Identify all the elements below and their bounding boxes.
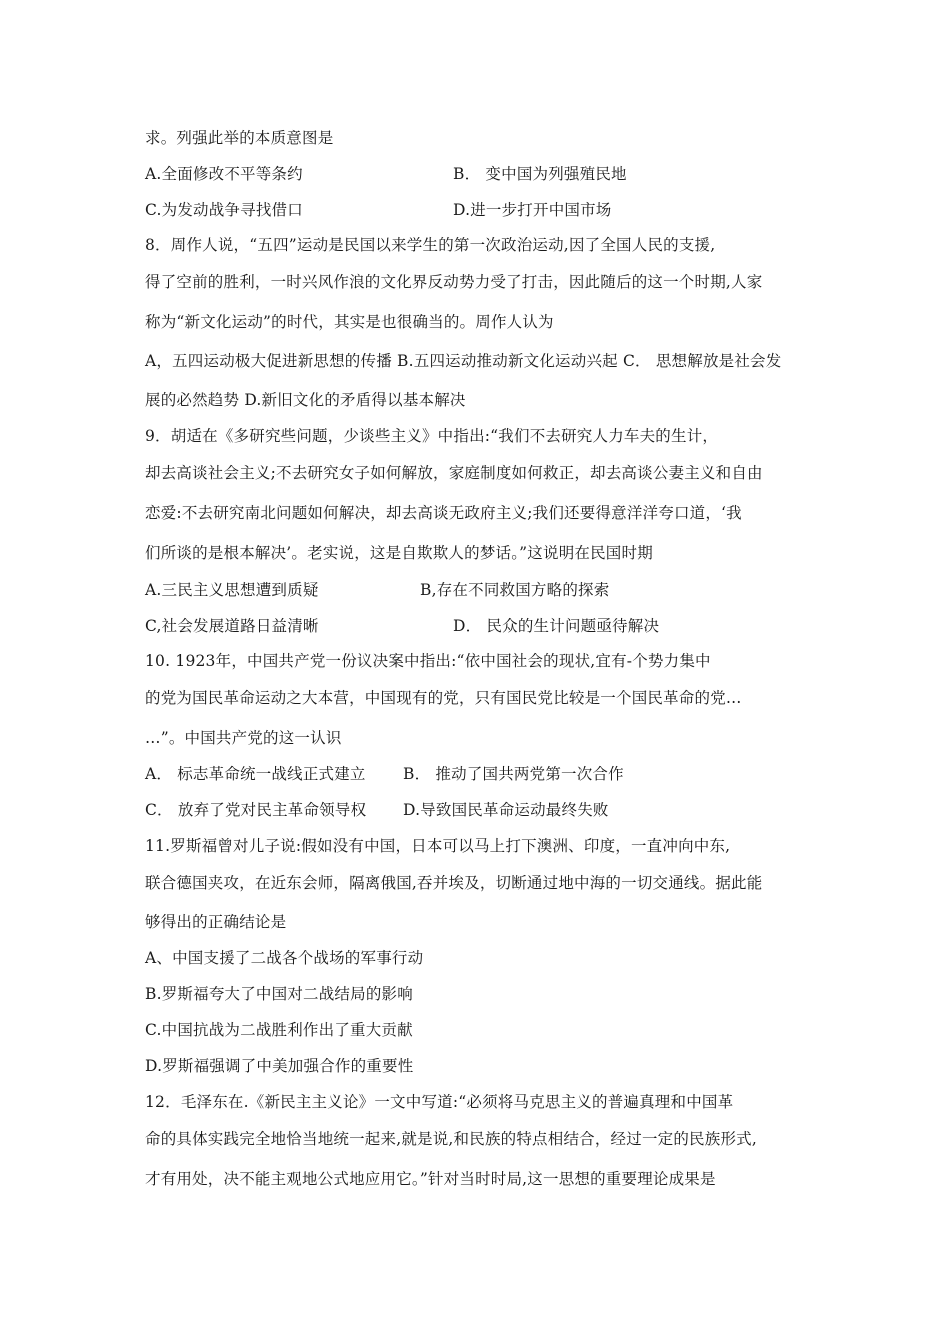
q10-stem-line-2: 的党为国民革命运动之大本营，中国现有的党，只有国民党比较是一个国民革命的党… — [145, 689, 742, 707]
q10-option-c: C． 放弃了党对民主革命领导权 — [145, 801, 367, 819]
q11-option-c: C.中国抗战为二战胜利作出了重大贡献 — [145, 1021, 413, 1039]
q12-stem-line-3: 才有用处，决不能主观地公式地应用它。”针对当时时局,这一思想的重要理论成果是 — [145, 1170, 716, 1188]
q7-option-c: C.为发动战争寻找借口 — [145, 201, 303, 219]
q9-option-c: C,社会发展道路日益清晰 — [145, 617, 319, 635]
q9-stem-line-3: 恋爱:不去研究南北问题如何解决，却去高谈无政府主义;我们还要得意洋洋夸口道，‘我 — [145, 504, 742, 522]
q10-stem-line-1: 10. 1923年，中国共产党一份议决案中指出:“依中国社会的现状,宜有-个势力集中 — [145, 652, 711, 670]
q7-option-a: A.全面修改不平等条约 — [145, 165, 303, 183]
q8-stem-line-2: 得了空前的胜利，一时兴风作浪的文化界反动势力受了打击，因此随后的这一个时期,人家 — [145, 273, 763, 291]
q10-stem-line-3: …”。中国共产党的这一认识 — [145, 729, 342, 747]
q12-stem-line-2: 命的具体实践完全地恰当地统一起来,就是说,和民族的特点相结合，经过一定的民族形式, — [145, 1130, 757, 1148]
q11-stem-line-1: 11.罗斯福曾对儿子说:假如没有中国，日本可以马上打下澳洲、印度，一直冲向中东, — [145, 837, 731, 855]
q9-option-b: B,存在不同救国方略的探索 — [420, 581, 610, 599]
q9-option-a: A.三民主义思想遭到质疑 — [145, 581, 319, 599]
q10-option-b: B． 推动了国共两党第一次合作 — [403, 765, 624, 783]
q9-stem-line-4: 们所谈的是根本解决’。老实说，这是自欺欺人的梦话。”这说明在民国时期 — [145, 544, 653, 562]
q7-stem-tail: 求。列强此举的本质意图是 — [145, 129, 334, 147]
q10-option-d: D.导致国民革命运动最终失败 — [403, 801, 609, 819]
q11-option-d: D.罗斯福强调了中美加强合作的重要性 — [145, 1057, 414, 1075]
q8-stem-line-3: 称为“新文化运动”的时代，其实是也很确当的。周作人认为 — [145, 313, 554, 331]
q11-stem-line-3: 够得出的正确结论是 — [145, 913, 287, 931]
q9-stem-line-1: 9．胡适在《多研究些问题，少谈些主义》中指出:“我们不去研究人力车夫的生计， — [145, 427, 719, 445]
q11-option-a: A、中国支援了二战各个战场的军事行动 — [145, 949, 424, 967]
q8-stem-line-1: 8．周作人说，“五四”运动是民国以来学生的第一次政治运动,因了全国人民的支援, — [145, 236, 716, 254]
q11-stem-line-2: 联合德国夹攻，在近东会师，隔离俄国,吞并埃及，切断通过地中海的一切交通线。据此能 — [145, 874, 763, 892]
q9-option-d: D． 民众的生计问题亟待解决 — [453, 617, 660, 635]
q7-option-d: D.进一步打开中国市场 — [453, 201, 612, 219]
q10-option-a: A． 标志革命统一战线正式建立 — [145, 765, 366, 783]
q9-stem-line-2: 却去高谈社会主义;不去研究女子如何解放，家庭制度如何救正，却去高谈公妻主义和自由 — [145, 464, 763, 482]
q8-options-line-1: A，五四运动极大促进新思想的传播 B.五四运动推动新文化运动兴起 C． 思想解放是社会发 — [145, 352, 782, 370]
q12-stem-line-1: 12．毛泽东在.《新民主主义论》一文中写道:“必须将马克思主义的普遍真理和中国革 — [145, 1093, 734, 1111]
q11-option-b: B.罗斯福夸大了中国对二战结局的影响 — [145, 985, 413, 1003]
q8-options-line-2: 展的必然趋势 D.新旧文化的矛盾得以基本解决 — [145, 391, 466, 409]
q7-option-b: B． 变中国为列强殖民地 — [453, 165, 627, 183]
